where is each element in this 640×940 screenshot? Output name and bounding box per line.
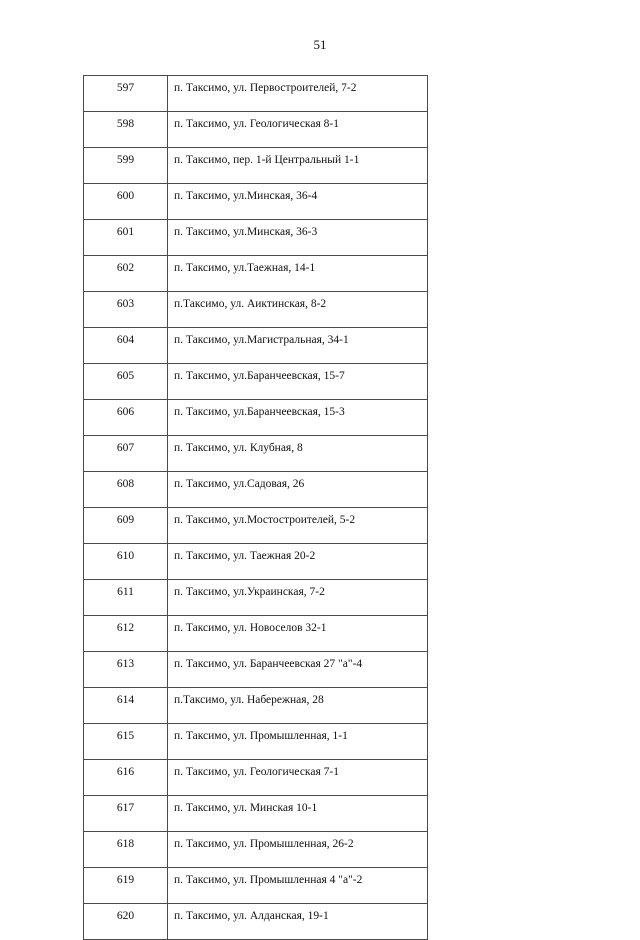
row-address: п. Таксимо, ул.Магистральная, 34-1: [168, 328, 428, 364]
table-row: [84, 220, 428, 256]
row-address: п. Таксимо, ул. Клубная, 8: [168, 436, 428, 472]
row-number: 603: [84, 292, 168, 328]
row-number: 610: [84, 544, 168, 580]
row-address: п. Таксимо, ул. Минская 10-1: [168, 796, 428, 832]
row-number: 606: [84, 400, 168, 436]
row-number: 618: [84, 832, 168, 868]
row-address: п. Таксимо, ул. Таежная 20-2: [168, 544, 428, 580]
table-row: [84, 328, 428, 364]
table-row: [84, 256, 428, 292]
row-address: п. Таксимо, ул.Баранчеевская, 15-7: [168, 364, 428, 400]
table-row: [84, 760, 428, 796]
table-row: [84, 76, 428, 112]
row-address: п. Таксимо, ул.Таежная, 14-1: [168, 256, 428, 292]
table-row: [84, 544, 428, 580]
table-row: [84, 508, 428, 544]
address-table-body: [84, 76, 428, 940]
row-number: 601: [84, 220, 168, 256]
table-row: [84, 472, 428, 508]
address-table: [83, 75, 428, 940]
row-number: 597: [84, 76, 168, 112]
row-address: п.Таксимо, ул. Аиктинская, 8-2: [168, 292, 428, 328]
row-number: 600: [84, 184, 168, 220]
table-row: [84, 580, 428, 616]
table-row: [84, 148, 428, 184]
row-number: 602: [84, 256, 168, 292]
table-row: [84, 688, 428, 724]
row-number: 620: [84, 904, 168, 940]
row-number: 615: [84, 724, 168, 760]
table-row: [84, 832, 428, 868]
row-address: п. Таксимо, ул. Геологическая 7-1: [168, 760, 428, 796]
row-number: 614: [84, 688, 168, 724]
row-number: 616: [84, 760, 168, 796]
row-number: 612: [84, 616, 168, 652]
row-address: п. Таксимо, ул. Алданская, 19-1: [168, 904, 428, 940]
table-row: [84, 796, 428, 832]
row-number: 609: [84, 508, 168, 544]
row-number: 598: [84, 112, 168, 148]
row-number: 607: [84, 436, 168, 472]
row-number: 617: [84, 796, 168, 832]
row-address: п. Таксимо, ул.Минская, 36-4: [168, 184, 428, 220]
row-number: 608: [84, 472, 168, 508]
row-address: п. Таксимо, ул. Промышленная, 26-2: [168, 832, 428, 868]
row-address: п. Таксимо, ул. Промышленная, 1-1: [168, 724, 428, 760]
row-address: п. Таксимо, ул.Минская, 36-3: [168, 220, 428, 256]
row-address: п. Таксимо, пер. 1-й Центральный 1-1: [168, 148, 428, 184]
row-address: п. Таксимо, ул. Баранчеевская 27 "а"-4: [168, 652, 428, 688]
table-row: [84, 292, 428, 328]
row-address: п. Таксимо, ул.Мостостроителей, 5-2: [168, 508, 428, 544]
table-row: [84, 184, 428, 220]
table-row: [84, 904, 428, 940]
table-row: [84, 652, 428, 688]
table-row: [84, 436, 428, 472]
table-row: [84, 400, 428, 436]
row-address: п. Таксимо, ул.Садовая, 26: [168, 472, 428, 508]
row-address: п. Таксимо, ул. Промышленная 4 "а"-2: [168, 868, 428, 904]
row-address: п. Таксимо, ул. Первостроителей, 7-2: [168, 76, 428, 112]
row-number: 605: [84, 364, 168, 400]
table-row: [84, 616, 428, 652]
row-address: п. Таксимо, ул. Новоселов 32-1: [168, 616, 428, 652]
row-number: 604: [84, 328, 168, 364]
page-number: 51: [313, 37, 327, 52]
table-row: [84, 364, 428, 400]
row-number: 599: [84, 148, 168, 184]
row-number: 613: [84, 652, 168, 688]
row-address: п. Таксимо, ул.Баранчеевская, 15-3: [168, 400, 428, 436]
table-row: [84, 724, 428, 760]
table-row: [84, 868, 428, 904]
table-row: [84, 112, 428, 148]
row-number: 611: [84, 580, 168, 616]
row-address: п. Таксимо, ул.Украинская, 7-2: [168, 580, 428, 616]
row-address: п.Таксимо, ул. Набережная, 28: [168, 688, 428, 724]
row-number: 619: [84, 868, 168, 904]
row-address: п. Таксимо, ул. Геологическая 8-1: [168, 112, 428, 148]
